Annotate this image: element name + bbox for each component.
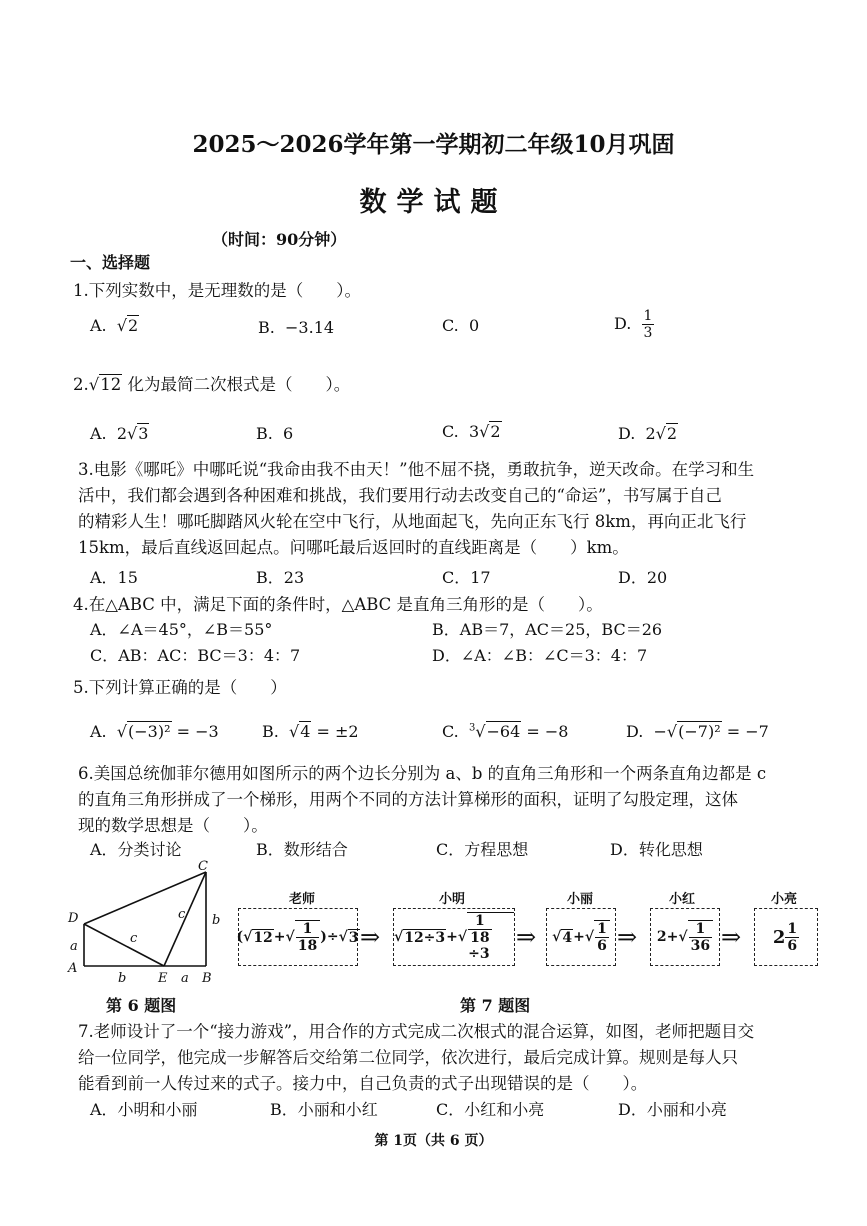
fig7-label-xiaohong: 小红 — [668, 892, 695, 907]
q5-option-c: C. $^3$√−64 = −8 — [442, 722, 569, 741]
fig7-box-xiaohong: 2+ √ $\frac{1}{36}$ — [650, 908, 720, 966]
q7-option-d: D．小丽和小亮 — [618, 1100, 727, 1119]
q2-option-c: C. 3√2 — [442, 422, 501, 441]
q1-option-a: A. √2 — [90, 316, 139, 335]
q5-option-a: A. √(−3)² = −3 — [90, 722, 219, 741]
exam-subtitle: 数学试题 — [359, 187, 508, 218]
fig7-arrow-4: ⇒ — [721, 923, 742, 951]
q3-option-a: A．15 — [90, 568, 138, 587]
fig7-label-xiaoming: 小明 — [438, 892, 465, 907]
fig7-label-xiaoliang: 小亮 — [770, 892, 797, 907]
q1-option-c: C. 0 — [442, 316, 480, 335]
q6-option-a: A．分类讨论 — [90, 840, 182, 859]
fig6-label-e: E — [158, 971, 168, 986]
page-footer: 第 1页（共 6 页） — [374, 1133, 493, 1149]
fig7-box-xiaoming: √ 12÷3 +√ $\frac{1}{18}$ ÷3 — [393, 908, 515, 966]
q6-stem: 6.美国总统伽菲尔德用如图所示的两个边长分别为 a、b 的直角三角形和一个两条直角边都是 c 的直角三角形拼成了一个梯形，用两个不同的方法计算梯形的面积，证明了勾股定理，这体 现的数学思想是（ ）。 — [78, 764, 767, 835]
fig6-line-de — [84, 924, 164, 966]
fig6-label-side-a: a — [70, 939, 78, 954]
q3-option-d: D．20 — [618, 568, 668, 587]
q7-option-c: C．小红和小亮 — [436, 1100, 545, 1119]
q1-option-d: D. $\frac{1}{3}$ — [614, 308, 653, 341]
fig6-label-c: C — [198, 859, 208, 874]
q5-option-b: B. √4 = ±2 — [262, 722, 359, 741]
fig7-label-xiaoli: 小丽 — [566, 892, 593, 907]
fig6-label-side-b: b — [118, 971, 127, 986]
fig7-box-teacher: (√ 12 +√ $\frac{1}{18}$ ) ÷ √ 3 — [238, 908, 358, 966]
q5-option-d: D. −√(−7)² = −7 — [626, 722, 769, 741]
q2-option-d: D. 2√2 — [618, 424, 678, 443]
q4-option-b: B．AB＝7，AC＝25，BC＝26 — [432, 620, 663, 639]
q3-option-b: B．23 — [256, 568, 305, 587]
q3-stem: 3.电影《哪吒》中哪吒说“我命由我不由天！”他不屈不挠，勇敢抗争，逆天改命。在学习和生 活中，我们都会遇到各种困难和挑战，我们要用行动去改变自己的“命运”，书写属于自己 的精彩人生！哪吒脚踏风火轮在空中飞行，从地面起飞，先向正东飞行 8km，再向正北飞行 15km，最后直线返回起点。问哪吒最后返回时的直线距离是（ ）km。 — [78, 460, 755, 557]
section-title: 一、选择题 — [70, 253, 151, 272]
q4-stem: 4.在△ABC 中，满足下面的条件时，△ABC 是直角三角形的是（ ）。 — [73, 595, 603, 614]
q1-stem: 1.下列实数中，是无理数的是（ ）。 — [73, 281, 361, 300]
fig6-line-dc — [84, 872, 206, 924]
q5-stem: 5.下列计算正确的是（ ） — [73, 678, 287, 697]
figure-7-caption: 第 7 题图 — [460, 996, 531, 1015]
fig6-label-b: B — [202, 971, 212, 986]
q4-option-d: D．∠A：∠B：∠C＝3：4：7 — [432, 646, 648, 665]
q4-option-c: C．AB：AC：BC＝3：4：7 — [90, 646, 301, 665]
q6-option-d: D．转化思想 — [610, 840, 703, 859]
figure-6-caption: 第 6 题图 — [106, 996, 177, 1015]
q2-option-a: A. 2√3 — [90, 424, 149, 443]
exam-time: （时间：90分钟） — [212, 230, 347, 249]
fig6-label-d: D — [68, 911, 79, 926]
fig6-label-a: A — [68, 961, 78, 976]
q1-option-b: B. −3.14 — [258, 318, 335, 337]
fig7-arrow-1: ⇒ — [360, 923, 381, 951]
fig7-label-teacher: 老师 — [288, 892, 315, 907]
q2-stem: 2.√12 化为最简二次根式是（ ）。 — [73, 375, 351, 394]
q6-option-c: C．方程思想 — [436, 840, 529, 859]
fig6-label-c-mid: c — [130, 931, 138, 946]
q7-stem: 7.老师设计了一个“接力游戏”，用合作的方式完成二次根式的混合运算，如图，老师把题目交 给一位同学，他完成一步解答后交给第二位同学，依次进行，最后完成计算。规则是每人只 能看到前一人传过来的式子。接力中，自己负责的式子出现错误的是（ ）。 — [78, 1022, 755, 1093]
fig7-box-xiaoliang: 2 $\frac{1}{6}$ — [754, 908, 818, 966]
fig6-label-c-right: c — [178, 907, 186, 922]
q6-option-b: B．数形结合 — [256, 840, 348, 859]
fig6-label-side-a2: a — [181, 971, 189, 986]
q3-option-c: C．17 — [442, 568, 491, 587]
q7-option-b: B．小丽和小红 — [270, 1100, 378, 1119]
exam-title: 2025～2026学年第一学期初二年级10月巩固 — [192, 131, 675, 158]
q4-option-a: A．∠A＝45°，∠B＝55° — [90, 620, 273, 639]
fig7-arrow-2: ⇒ — [516, 923, 537, 951]
fig7-arrow-3: ⇒ — [617, 923, 638, 951]
fig6-label-b-right: b — [212, 913, 221, 928]
fig7-box-xiaoli: √ 4 +√ $\frac{1}{6}$ — [546, 908, 616, 966]
figure-6-trapezoid — [62, 858, 232, 988]
q7-option-a: A．小明和小丽 — [90, 1100, 198, 1119]
q2-option-b: B. 6 — [256, 424, 294, 443]
